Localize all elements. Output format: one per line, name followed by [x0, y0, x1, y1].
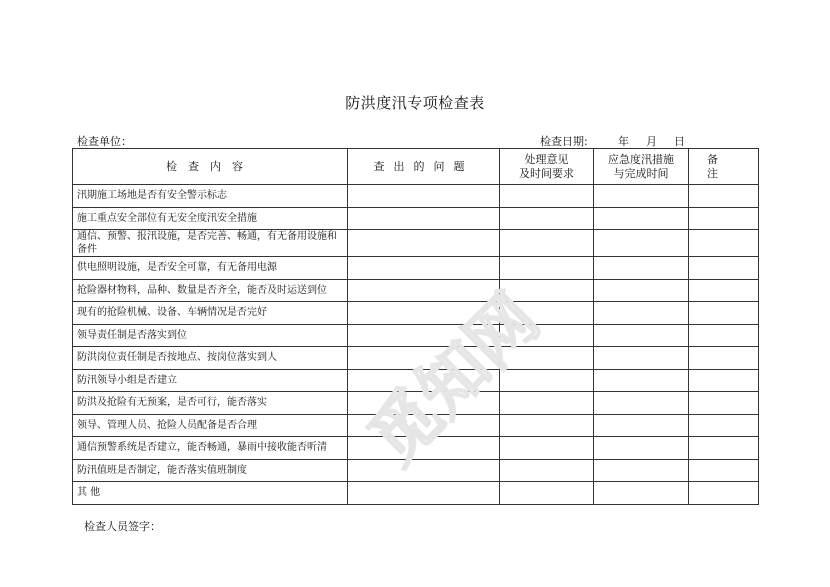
- issue-cell[interactable]: [348, 482, 500, 505]
- remarks-cell[interactable]: [689, 414, 759, 437]
- emergency-cell[interactable]: [594, 302, 689, 325]
- remarks-cell[interactable]: [689, 324, 759, 347]
- handling-cell[interactable]: [500, 302, 594, 325]
- date-day-label: 日: [674, 135, 685, 148]
- check-item: 领导责任制是否落实到位: [73, 324, 348, 347]
- issue-cell[interactable]: [348, 279, 500, 302]
- handling-cell[interactable]: [500, 369, 594, 392]
- check-item: 领导、管理人员、抢险人员配备是否合理: [73, 414, 348, 437]
- emergency-cell[interactable]: [594, 257, 689, 280]
- check-item: 通信、预警、报汛设施，是否完善、畅通，有无备用设施和备件: [73, 230, 348, 257]
- table-row: [73, 302, 759, 325]
- table-header-row: [73, 149, 759, 185]
- table-row: [73, 257, 759, 280]
- issue-cell[interactable]: [348, 369, 500, 392]
- handling-cell[interactable]: [500, 392, 594, 415]
- page-title: 防洪度汛专项检查表: [345, 94, 485, 112]
- header-handling-line2: 及时间要求: [519, 166, 574, 180]
- table-body: [73, 185, 759, 505]
- check-item: 汛期施工场地是否有安全警示标志: [73, 185, 348, 208]
- handling-cell[interactable]: [500, 459, 594, 482]
- inspection-table: [72, 148, 759, 505]
- check-item: 防汛领导小组是否建立: [73, 369, 348, 392]
- table-row: [73, 279, 759, 302]
- check-item: 现有的抢险机械、设备、车辆情况是否完好: [73, 302, 348, 325]
- table-row: [73, 185, 759, 208]
- inspection-unit-label: 检查单位：: [77, 135, 132, 148]
- table-row: [73, 347, 759, 370]
- remarks-cell[interactable]: [689, 482, 759, 505]
- table-row: [73, 392, 759, 415]
- issue-cell[interactable]: [348, 257, 500, 280]
- header-emergency: [594, 149, 689, 185]
- remarks-cell[interactable]: [689, 279, 759, 302]
- issue-cell[interactable]: [348, 230, 500, 257]
- remarks-cell[interactable]: [689, 369, 759, 392]
- handling-cell[interactable]: [500, 324, 594, 347]
- emergency-cell[interactable]: [594, 347, 689, 370]
- header-remarks: 备注: [689, 149, 759, 185]
- header-handling-line1: 处理意见: [524, 152, 569, 166]
- handling-cell[interactable]: [500, 230, 594, 257]
- emergency-cell[interactable]: [594, 185, 689, 208]
- emergency-cell[interactable]: [594, 369, 689, 392]
- table-row: [73, 437, 759, 460]
- table-row: [73, 230, 759, 257]
- remarks-cell[interactable]: [689, 257, 759, 280]
- check-item: 防汛值班是否制定，能否落实值班制度: [73, 459, 348, 482]
- emergency-cell[interactable]: [594, 207, 689, 230]
- issue-cell[interactable]: [348, 437, 500, 460]
- handling-cell[interactable]: [500, 482, 594, 505]
- issue-cell[interactable]: [348, 347, 500, 370]
- signer-label: 检查人员签字：: [84, 520, 161, 533]
- handling-cell[interactable]: [500, 279, 594, 302]
- emergency-cell[interactable]: [594, 437, 689, 460]
- issue-cell[interactable]: [348, 392, 500, 415]
- table-row: [73, 369, 759, 392]
- emergency-cell[interactable]: [594, 230, 689, 257]
- table-row: [73, 414, 759, 437]
- table-row: [73, 459, 759, 482]
- remarks-cell[interactable]: [689, 347, 759, 370]
- check-item: 防洪及抢险有无预案，是否可行，能否落实: [73, 392, 348, 415]
- emergency-cell[interactable]: [594, 414, 689, 437]
- check-item: 其 他: [73, 482, 348, 505]
- table-row: [73, 482, 759, 505]
- handling-cell[interactable]: [500, 257, 594, 280]
- remarks-cell[interactable]: [689, 302, 759, 325]
- inspection-date: [540, 133, 694, 149]
- handling-cell[interactable]: [500, 185, 594, 208]
- remarks-cell[interactable]: [689, 437, 759, 460]
- watermark-text: 觅知网: [354, 280, 555, 480]
- check-item: 防洪岗位责任制是否按地点、按岗位落实到人: [73, 347, 348, 370]
- table-row: [73, 324, 759, 347]
- remarks-cell[interactable]: [689, 185, 759, 208]
- inspection-date-label: 检查日期:: [540, 135, 588, 148]
- remarks-cell[interactable]: [689, 459, 759, 482]
- handling-cell[interactable]: [500, 414, 594, 437]
- issue-cell[interactable]: [348, 207, 500, 230]
- emergency-cell[interactable]: [594, 482, 689, 505]
- handling-cell[interactable]: [500, 437, 594, 460]
- check-item: 供电照明设施，是否安全可靠，有无备用电源: [73, 257, 348, 280]
- issue-cell[interactable]: [348, 324, 500, 347]
- remarks-cell[interactable]: [689, 392, 759, 415]
- date-year-label: 年: [618, 135, 629, 148]
- remarks-cell[interactable]: [689, 230, 759, 257]
- header-emergency-line1: 应急度汛措施: [608, 152, 674, 166]
- emergency-cell[interactable]: [594, 392, 689, 415]
- check-item: 抢险器材物料，品种、数量是否齐全，能否及时运送到位: [73, 279, 348, 302]
- issue-cell[interactable]: [348, 302, 500, 325]
- header-emergency-line2: 与完成时间: [613, 166, 669, 180]
- issue-cell[interactable]: [348, 414, 500, 437]
- emergency-cell[interactable]: [594, 279, 689, 302]
- issue-cell[interactable]: [348, 185, 500, 208]
- header-handling: [500, 149, 594, 185]
- emergency-cell[interactable]: [594, 324, 689, 347]
- check-item: 施工重点安全部位有无安全度汛安全措施: [73, 207, 348, 230]
- header-content: 检查内容: [73, 149, 348, 185]
- table-row: [73, 207, 759, 230]
- date-month-label: 月: [646, 135, 657, 148]
- header-issues: 查出的问题: [348, 149, 500, 185]
- handling-cell[interactable]: [500, 207, 594, 230]
- emergency-cell[interactable]: [594, 459, 689, 482]
- issue-cell[interactable]: [348, 459, 500, 482]
- handling-cell[interactable]: [500, 347, 594, 370]
- remarks-cell[interactable]: [689, 207, 759, 230]
- check-item: 通信预警系统是否建立，能否畅通，暴雨中接收能否听清: [73, 437, 348, 460]
